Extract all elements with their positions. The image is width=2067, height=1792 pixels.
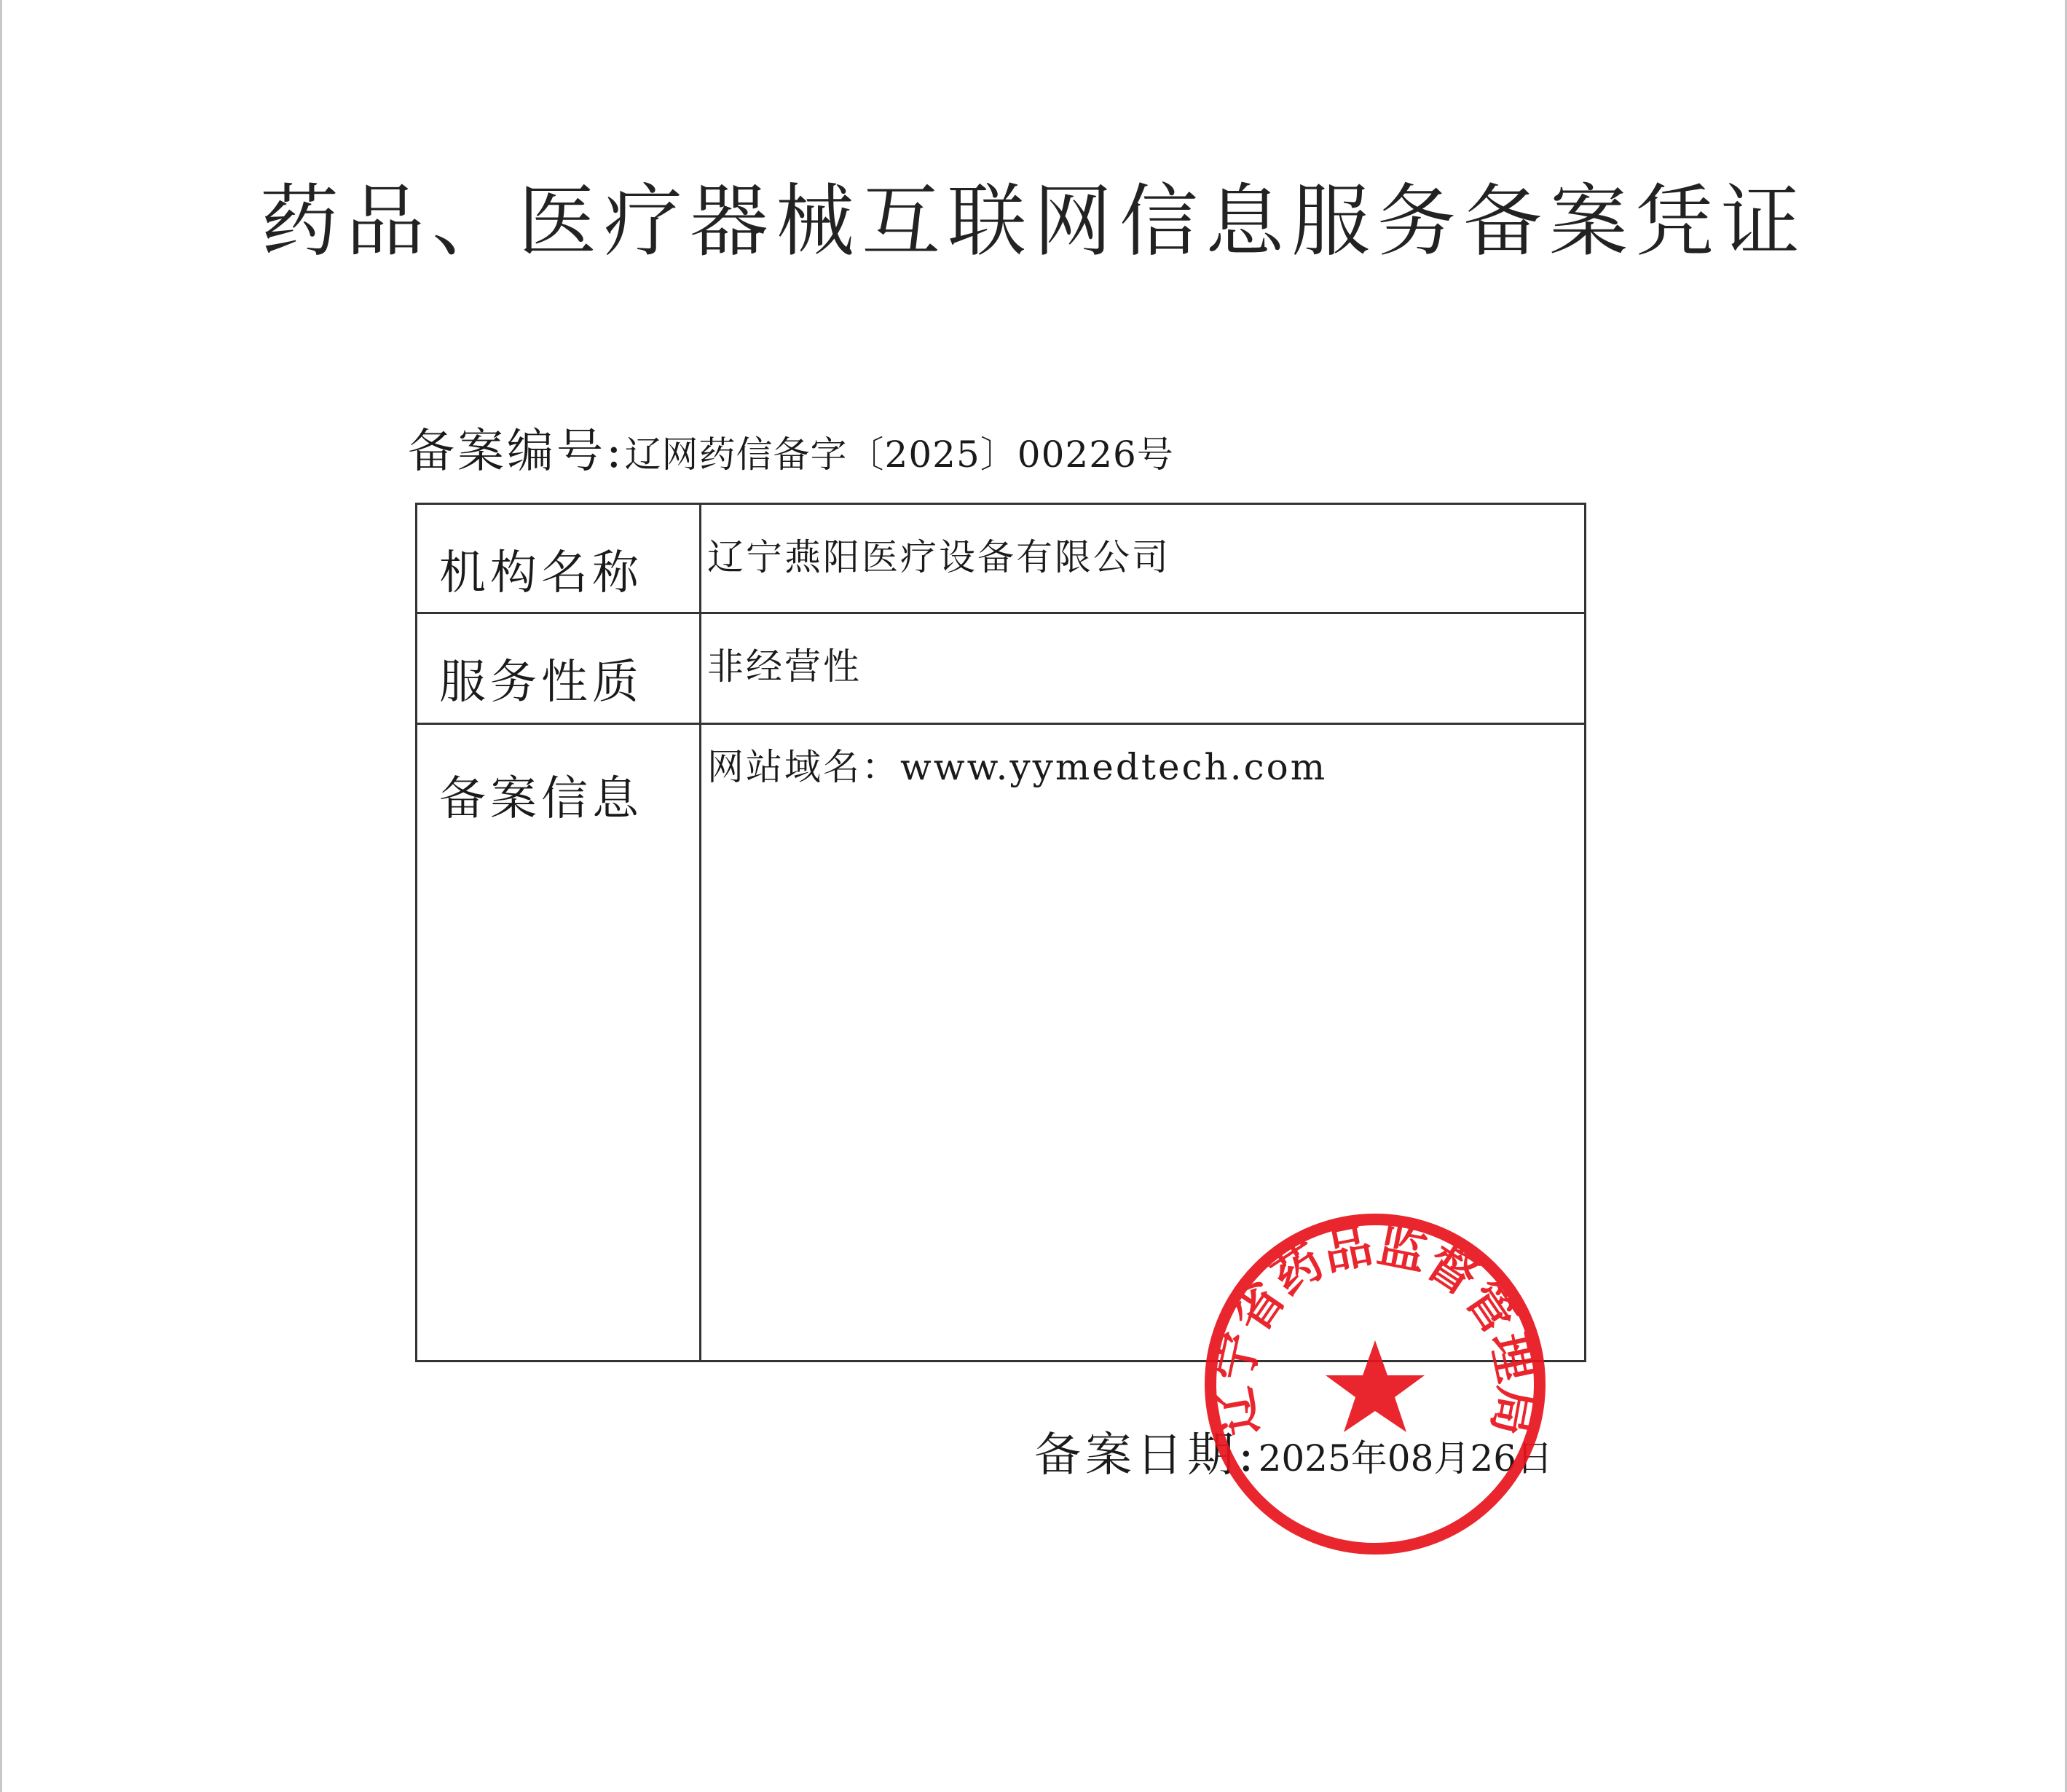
table-row-service-nature <box>417 613 1586 724</box>
organization-name-value: 辽宁燕阳医疗设备有限公司 <box>701 504 1586 613</box>
seal-text: 辽宁省药品监督管理局 <box>1205 1217 1546 1440</box>
star-icon <box>1326 1340 1425 1432</box>
record-date-value: 2025年08月26日 <box>1258 1437 1554 1479</box>
document-title: 药品、医疗器械互联网信息服务备案凭证 <box>259 176 1807 267</box>
record-info-value: 网站域名：www.yymedtech.com <box>701 724 1586 1361</box>
record-number-label: 备案编号: <box>408 425 625 479</box>
record-date-label: 备案日期: <box>1034 1429 1259 1482</box>
record-info-label: 备案信息 <box>417 724 701 1361</box>
table-row-organization <box>417 504 1586 613</box>
record-number-value: 辽网药信备字〔2025〕00226号 <box>624 433 1174 476</box>
service-nature-value: 非经营性 <box>701 613 1586 724</box>
official-seal <box>1200 1209 1550 1559</box>
organization-name-label: 机构名称 <box>417 504 701 613</box>
service-nature-label: 服务性质 <box>417 613 701 724</box>
record-number <box>408 423 1174 481</box>
